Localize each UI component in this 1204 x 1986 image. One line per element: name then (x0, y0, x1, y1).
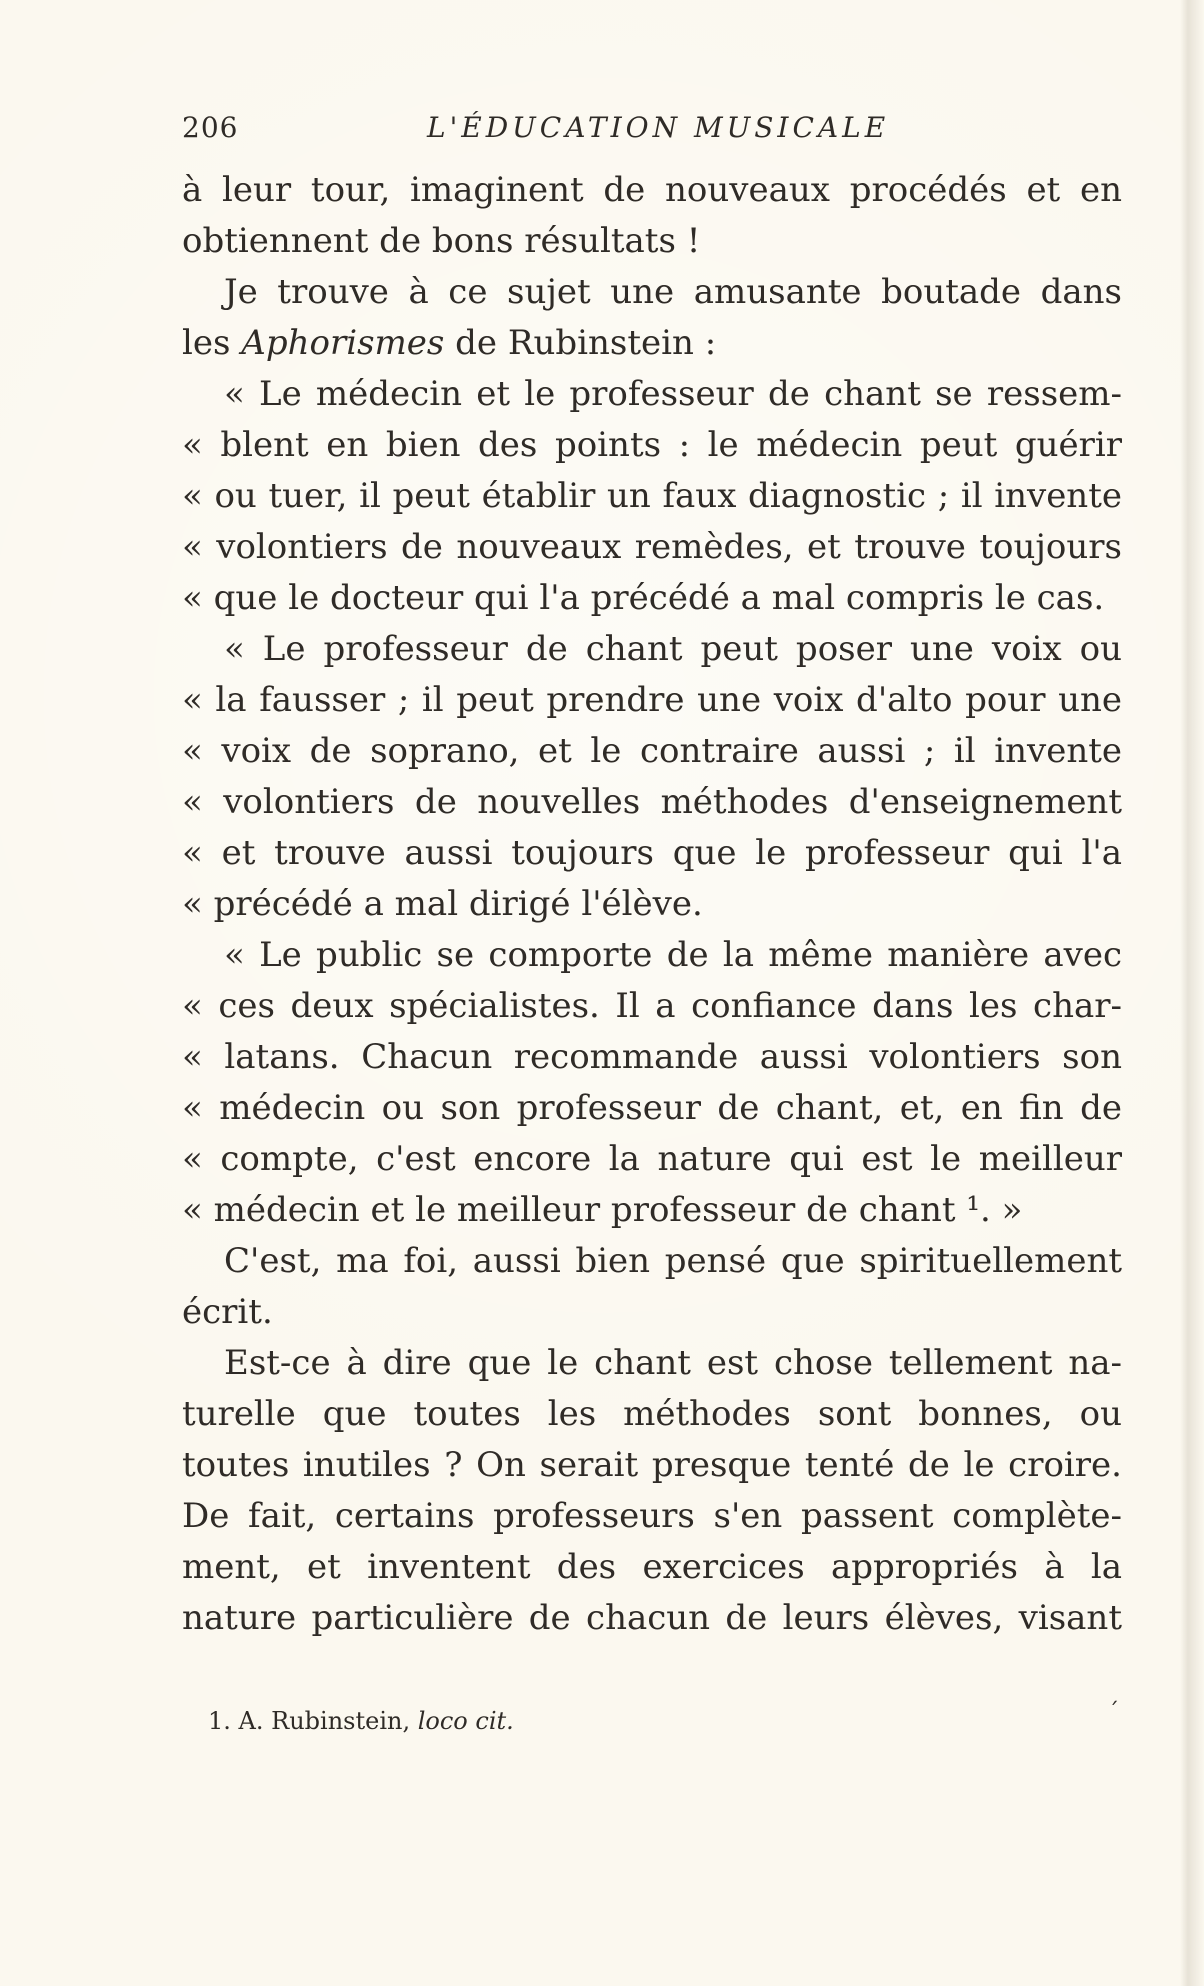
quote-line: « latans. Chacun recommande aussi volontiers son (182, 1037, 1122, 1077)
quote-line: « compte, c'est encore la nature qui est le meilleur (182, 1139, 1122, 1179)
text-line: obtiennent de bons résultats ! (182, 221, 701, 261)
text-line: écrit. (182, 1292, 273, 1332)
quote-line: « blent en bien des points : le médecin peut guérir (182, 425, 1122, 465)
quote-line: « volontiers de nouvelles méthodes d'enseignement (182, 782, 1122, 822)
quote-line: « que le docteur qui l'a précédé a mal compris le cas. (182, 578, 1105, 618)
quote-line: « et trouve aussi toujours que le professeur qui l'a (182, 833, 1122, 873)
quote-line: « ou tuer, il peut établir un faux diagnostic ; il invente (182, 476, 1122, 516)
book-title: Aphorismes (241, 323, 445, 363)
quote-line: « précédé a mal dirigé l'élève. (182, 884, 703, 924)
quote-line: « Le médecin et le professeur de chant se ressem- (224, 374, 1122, 414)
text-fragment: les (182, 323, 242, 363)
text-line: C'est, ma foi, aussi bien pensé que spirituellement (224, 1241, 1122, 1281)
text-line: Est-ce à dire que le chant est chose tellement na- (224, 1343, 1122, 1383)
text-line: turelle que toutes les méthodes sont bonnes, ou (182, 1394, 1122, 1434)
print-mark: ´ (1108, 1700, 1119, 1725)
text-line: nature particulière de chacun de leurs élèves, visant (182, 1598, 1122, 1638)
text-line-aphorismes (182, 318, 1122, 369)
footnote-number: 1. (208, 1707, 231, 1735)
quote-line: « Le professeur de chant peut poser une voix ou (224, 629, 1122, 669)
text-line: à leur tour, imaginent de nouveaux procédés et en (182, 170, 1122, 210)
page-number: 206 (182, 111, 239, 144)
quote-line: « médecin ou son professeur de chant, et, en fin de (182, 1088, 1122, 1128)
footnote-reference: loco cit. (417, 1707, 514, 1735)
page-header (182, 108, 1122, 148)
quote-line: « Le public se comporte de la même manière avec (224, 935, 1122, 975)
quote-line: « voix de soprano, et le contraire aussi ; il invente (182, 731, 1122, 771)
quote-line: « ces deux spécialistes. Il a confiance dans les char- (182, 986, 1122, 1026)
text-fragment: de Rubinstein : (444, 323, 717, 363)
text-line: De fait, certains professeurs s'en passent complète- (182, 1496, 1122, 1536)
quote-line: « la fausser ; il peut prendre une voix d'alto pour une (182, 680, 1122, 720)
running-title: L'ÉDUCATION MUSICALE (427, 111, 890, 144)
quote-line: « médecin et le meilleur professeur de chant ¹. » (182, 1190, 1023, 1230)
text-line: Je trouve à ce sujet une amusante boutade dans (224, 272, 1122, 312)
text-line: ment, et inventent des exercices appropriés à la (182, 1547, 1122, 1587)
quote-line: « volontiers de nouveaux remèdes, et trouve toujours (182, 527, 1122, 567)
footnote-author: A. Rubinstein, (238, 1707, 411, 1735)
main-text (182, 165, 1122, 1644)
text-line: toutes inutiles ? On serait presque tenté de le croire. (182, 1445, 1122, 1485)
footnote (208, 1704, 1088, 1738)
